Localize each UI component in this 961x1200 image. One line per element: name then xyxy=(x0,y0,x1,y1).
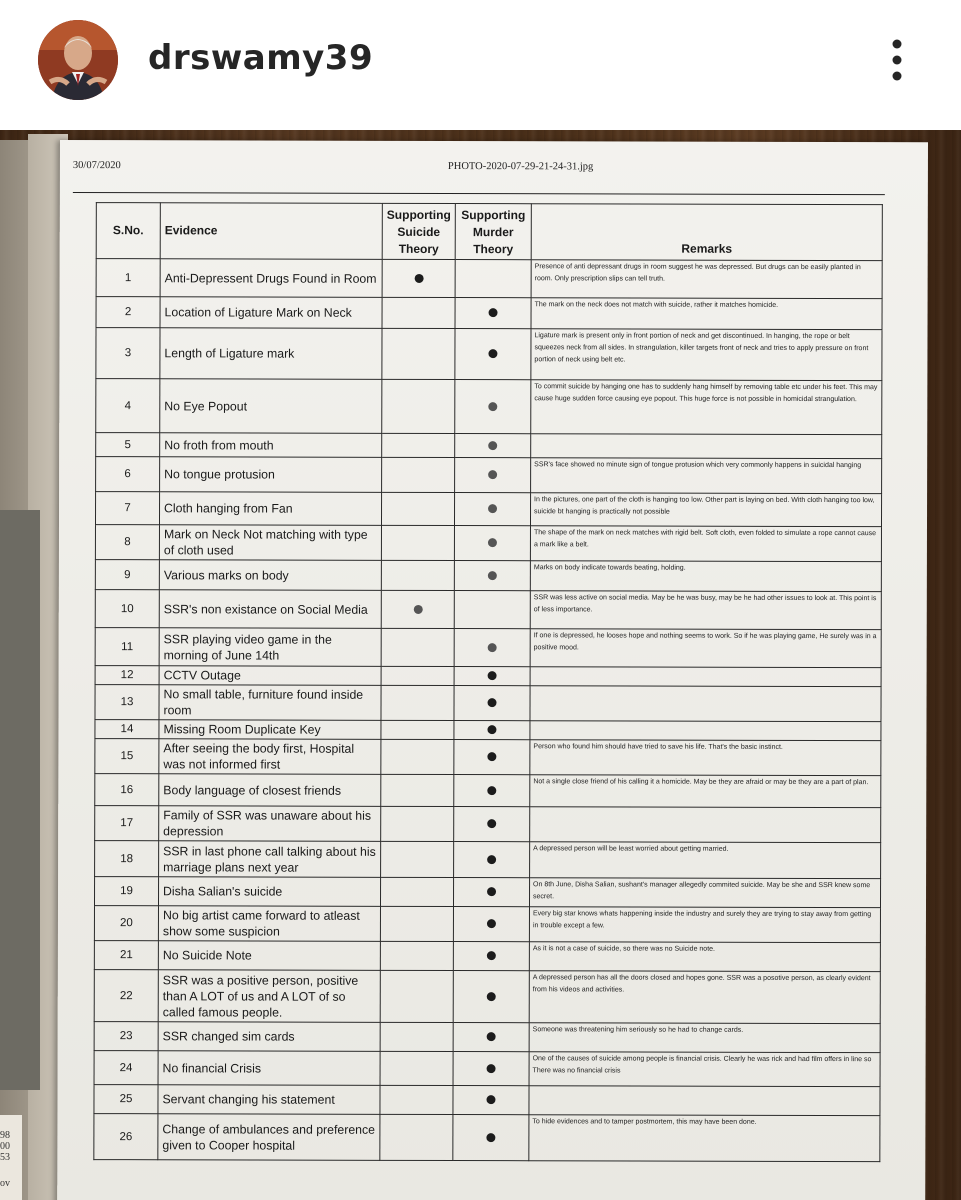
table-row xyxy=(96,379,882,435)
suicide-theory-cell xyxy=(382,259,455,297)
table-row xyxy=(95,492,881,527)
table-row xyxy=(95,590,881,630)
evidence-cell: SSR's non existance on Social Media xyxy=(159,590,381,629)
evidence-cell: SSR changed sim cards xyxy=(158,1022,380,1052)
bullet-mark-icon xyxy=(487,1032,496,1041)
suicide-theory-cell xyxy=(381,590,454,628)
suicide-theory-cell xyxy=(381,739,454,774)
profile-avatar[interactable] xyxy=(38,20,118,100)
evidence-cell: Location of Ligature Mark on Neck xyxy=(160,297,382,329)
table-row xyxy=(95,666,881,687)
evidence-cell: Various marks on body xyxy=(159,560,381,591)
murder-theory-cell xyxy=(454,721,530,740)
print-date: 30/07/2020 xyxy=(72,160,121,172)
suicide-theory-cell xyxy=(381,806,454,841)
evidence-cell: Servant changing his statement xyxy=(158,1085,380,1115)
remark-cell: Presence of anti depressant drugs in room suggest he was depressed. But drugs can be easily planted in room. Only prescription slips can tell truth. xyxy=(531,260,882,299)
post-photo[interactable] xyxy=(0,130,961,1200)
suicide-theory-cell xyxy=(381,666,454,685)
row-number: 20 xyxy=(94,906,158,941)
table-row xyxy=(96,297,882,330)
margin-number: 98 xyxy=(0,1130,10,1141)
row-number: 16 xyxy=(95,774,159,806)
table-row xyxy=(96,328,882,381)
row-number: 22 xyxy=(94,970,158,1022)
table-row xyxy=(94,1085,880,1116)
remark-cell: The shape of the mark on neck matches with rigid belt. Soft cloth, even folded to simulate a rope cannot cause a mark like a belt. xyxy=(530,526,881,562)
suicide-theory-cell xyxy=(381,525,454,560)
post-username[interactable]: drswamy39 xyxy=(148,38,374,78)
suicide-theory-cell xyxy=(381,492,454,525)
bullet-mark-icon xyxy=(487,1064,496,1073)
bullet-mark-icon xyxy=(487,752,496,761)
row-number: 1 xyxy=(96,259,160,297)
suicide-theory-cell xyxy=(381,720,454,739)
row-number: 19 xyxy=(94,877,158,906)
header-divider xyxy=(73,192,885,195)
remark-cell: In the pictures, one part of the cloth is hanging too low. Other part is laying on bed. With cloth hanging too low, suicide bt hanging is practically not possible xyxy=(530,493,881,527)
murder-theory-cell xyxy=(454,561,530,591)
evidence-cell: No froth from mouth xyxy=(160,433,382,458)
remark-cell: One of the causes of suicide among people is financial crisis. Clearly he was rick and had film offers in line so There was no financial crisis xyxy=(529,1052,880,1087)
murder-theory-cell xyxy=(453,971,529,1023)
remark-cell: On 8th June, Disha Salian, sushant's manager allegedly commited suicide. May be she and SSR knew some secret. xyxy=(529,878,880,908)
row-number: 2 xyxy=(96,297,160,328)
header-remarks: Remarks xyxy=(531,204,882,261)
bullet-mark-icon xyxy=(488,538,497,547)
remark-cell xyxy=(529,1086,880,1116)
murder-theory-cell xyxy=(454,807,530,842)
background-board xyxy=(0,510,40,1090)
table-row xyxy=(94,906,880,943)
evidence-cell: Cloth hanging from Fan xyxy=(159,492,381,526)
remark-cell: SSR's face showed no minute sign of tongue protusion which very commonly happens in suicidal hanging xyxy=(531,458,882,494)
suicide-theory-cell xyxy=(382,457,455,492)
remark-cell: Marks on body indicate towards beating, holding. xyxy=(530,561,881,592)
murder-theory-cell xyxy=(454,493,530,526)
table-row xyxy=(94,1022,880,1053)
evidence-cell: Change of ambulances and preference given to Cooper hospital xyxy=(158,1114,380,1161)
remark-cell: Every big star knows whats happening inside the industry and surely they are trying to stay away from getting in trouble except a few. xyxy=(529,907,880,943)
murder-theory-cell xyxy=(455,380,531,434)
evidence-cell: SSR playing video game in the morning of June 14th xyxy=(159,628,381,667)
remark-cell: If one is depressed, he looses hope and nothing seems to work. So if he was playing game, He surely was in a positive mood. xyxy=(530,629,881,668)
murder-theory-cell xyxy=(455,298,531,329)
suicide-theory-cell xyxy=(381,774,454,806)
suicide-theory-cell xyxy=(382,297,455,328)
suicide-theory-cell xyxy=(380,877,453,906)
remark-cell xyxy=(531,434,882,459)
remark-cell: Someone was threatening him seriously so he had to change cards. xyxy=(529,1023,880,1053)
bullet-mark-icon xyxy=(487,919,496,928)
row-number: 11 xyxy=(95,628,159,666)
bullet-mark-icon xyxy=(488,643,497,652)
bullet-mark-icon xyxy=(487,887,496,896)
margin-number: 00 xyxy=(0,1141,10,1152)
table-row xyxy=(94,1051,880,1087)
suicide-theory-cell xyxy=(382,433,455,457)
bullet-mark-icon xyxy=(486,1095,495,1104)
table-row xyxy=(94,1114,880,1162)
suicide-theory-cell xyxy=(380,1051,453,1085)
table-row xyxy=(94,941,880,972)
bullet-mark-icon xyxy=(488,571,497,580)
remark-cell: SSR was less active on social media. May be he was busy, may be he had other issues to look at. This point is of less importance. xyxy=(530,591,881,630)
evidence-cell: No small table, furniture found inside room xyxy=(159,685,381,721)
table-row xyxy=(95,628,881,668)
evidence-table xyxy=(93,202,883,1162)
row-number: 9 xyxy=(95,560,159,590)
bullet-mark-icon xyxy=(486,1133,495,1142)
evidence-cell: Family of SSR was unaware about his depression xyxy=(159,806,381,842)
evidence-cell: No big artist came forward to atleast show some suspicion xyxy=(158,906,380,942)
remark-cell: A depressed person will be least worried about getting married. xyxy=(530,842,881,879)
suicide-theory-cell xyxy=(380,970,453,1022)
bullet-mark-icon xyxy=(488,698,497,707)
table-row xyxy=(96,457,882,494)
table-row xyxy=(95,841,881,879)
table-row xyxy=(94,877,880,908)
header-murder-theory: Supporting Murder Theory xyxy=(455,204,531,260)
suicide-theory-cell xyxy=(381,841,454,877)
printed-document xyxy=(57,140,928,1200)
suicide-theory-cell xyxy=(381,628,454,666)
murder-theory-cell xyxy=(453,1086,529,1115)
table-row xyxy=(95,774,881,808)
row-number: 5 xyxy=(96,433,160,457)
remark-cell xyxy=(530,686,881,722)
header-suicide-theory: Supporting Suicide Theory xyxy=(382,203,455,259)
table-row xyxy=(96,259,882,299)
header-sno: S.No. xyxy=(96,203,160,259)
murder-theory-cell xyxy=(453,942,529,971)
bullet-mark-icon xyxy=(487,992,496,1001)
row-number: 7 xyxy=(95,492,159,525)
murder-theory-cell xyxy=(453,1023,529,1052)
row-number: 10 xyxy=(95,590,159,628)
post-header xyxy=(0,0,961,130)
table-row xyxy=(96,433,882,459)
evidence-cell: Anti-Depressent Drugs Found in Room xyxy=(160,259,382,298)
margin-number: 53 xyxy=(0,1152,10,1163)
murder-theory-cell xyxy=(455,458,531,493)
murder-theory-cell xyxy=(453,1052,529,1086)
row-number: 25 xyxy=(94,1085,158,1114)
table-row xyxy=(95,685,881,722)
bullet-mark-icon xyxy=(487,786,496,795)
row-number: 13 xyxy=(95,685,159,720)
remark-cell xyxy=(530,667,881,687)
table-row xyxy=(95,525,881,562)
margin-numbers xyxy=(0,1130,22,1163)
murder-theory-cell xyxy=(454,775,530,807)
remark-cell: Person who found him should have tried to save his life. That's the basic instinct. xyxy=(530,740,881,776)
row-number: 12 xyxy=(95,666,159,685)
bullet-mark-icon xyxy=(413,604,422,613)
row-number: 24 xyxy=(94,1051,158,1085)
suicide-theory-cell xyxy=(381,560,454,590)
row-number: 6 xyxy=(96,457,160,492)
bullet-mark-icon xyxy=(488,470,497,479)
suicide-theory-cell xyxy=(382,379,455,433)
row-number: 3 xyxy=(96,328,160,379)
evidence-cell: SSR in last phone call talking about his marriage plans next year xyxy=(159,841,381,878)
murder-theory-cell xyxy=(453,907,529,942)
evidence-cell: Disha Salian's suicide xyxy=(158,877,380,907)
remark-cell: Not a single close friend of his calling it a homicide. May be they are afraid or may be they are a part of plan. xyxy=(530,775,881,808)
table-row xyxy=(94,970,880,1024)
table-row xyxy=(95,720,881,741)
remark-cell: As it is not a case of suicide, so there was no Suicide note. xyxy=(529,942,880,972)
evidence-cell: No tongue protusion xyxy=(160,457,382,493)
evidence-cell: Length of Ligature mark xyxy=(160,328,382,380)
table-row xyxy=(95,560,881,592)
bullet-mark-icon xyxy=(488,441,497,450)
evidence-cell: Body language of closest friends xyxy=(159,774,381,807)
murder-theory-cell xyxy=(454,591,530,629)
murder-theory-cell xyxy=(454,629,530,667)
evidence-cell: After seeing the body first, Hospital was not informed first xyxy=(159,739,381,775)
suicide-theory-cell xyxy=(380,1114,453,1160)
suicide-theory-cell xyxy=(381,685,454,720)
evidence-cell: CCTV Outage xyxy=(159,666,381,686)
header-evidence: Evidence xyxy=(160,203,382,260)
suicide-theory-cell xyxy=(382,328,455,379)
remark-cell: Ligature mark is present only in front portion of neck and get discontinued. In hanging, the rope or belt squeezes neck from all sides. In strangulation, killer targets front of neck and tries to apply pressure on front portion of neck using belt etc. xyxy=(531,329,882,381)
print-filename: PHOTO-2020-07-29-21-24-31.jpg xyxy=(447,161,594,173)
row-number: 14 xyxy=(95,720,159,739)
bullet-mark-icon xyxy=(487,951,496,960)
row-number: 23 xyxy=(94,1022,158,1051)
row-number: 17 xyxy=(95,806,159,841)
murder-theory-cell xyxy=(455,260,531,298)
row-number: 18 xyxy=(95,841,159,877)
evidence-cell: No Eye Popout xyxy=(160,379,382,434)
bullet-mark-icon xyxy=(488,402,497,411)
bullet-mark-icon xyxy=(489,308,498,317)
murder-theory-cell xyxy=(454,686,530,721)
table-body xyxy=(94,259,882,1162)
murder-theory-cell xyxy=(455,329,531,380)
profile-photo-icon xyxy=(38,20,118,100)
suicide-theory-cell xyxy=(380,941,453,970)
remark-cell xyxy=(530,807,881,843)
murder-theory-cell xyxy=(453,1115,529,1161)
evidence-cell: No Suicide Note xyxy=(158,941,380,971)
murder-theory-cell xyxy=(453,878,529,907)
murder-theory-cell xyxy=(454,526,530,561)
bullet-mark-icon xyxy=(488,349,497,358)
remark-cell: To hide evidences and to tamper postmortem, this may have been done. xyxy=(529,1115,880,1162)
row-number: 15 xyxy=(95,739,159,774)
bullet-mark-icon xyxy=(488,504,497,513)
suicide-theory-cell xyxy=(380,1085,453,1114)
row-number: 8 xyxy=(95,525,159,560)
remark-cell xyxy=(530,721,881,741)
margin-fragment: ov xyxy=(0,1178,10,1189)
row-number: 21 xyxy=(94,941,158,970)
murder-theory-cell xyxy=(454,740,530,775)
table-row xyxy=(95,806,881,843)
bullet-mark-icon xyxy=(488,671,497,680)
evidence-cell: SSR was a positive person, positive than A LOT of us and A LOT of so called famous people. xyxy=(158,970,380,1023)
bullet-mark-icon xyxy=(487,725,496,734)
murder-theory-cell xyxy=(454,667,530,686)
suicide-theory-cell xyxy=(380,1022,453,1051)
murder-theory-cell xyxy=(455,434,531,458)
remark-cell: A depressed person has all the doors closed and hopes gone. SSR was a posotive person, as clearly evident from his videos and activities. xyxy=(529,971,880,1024)
table-header-row xyxy=(96,203,882,261)
more-options-icon xyxy=(880,38,914,82)
bullet-mark-icon xyxy=(487,819,496,828)
bullet-mark-icon xyxy=(414,273,423,282)
suicide-theory-cell xyxy=(380,906,453,941)
remark-cell: To commit suicide by hanging one has to suddenly hang himself by removing table etc under his feet. This may cause huge sudden force causing eye popout. This huge force is not possible in homicidal strangulation. xyxy=(531,380,882,435)
murder-theory-cell xyxy=(454,842,530,878)
row-number: 26 xyxy=(94,1114,158,1160)
bullet-mark-icon xyxy=(487,855,496,864)
evidence-cell: Mark on Neck Not matching with type of cloth used xyxy=(159,525,381,561)
evidence-cell: Missing Room Duplicate Key xyxy=(159,720,381,740)
evidence-cell: No financial Crisis xyxy=(158,1051,380,1086)
row-number: 4 xyxy=(96,379,160,433)
table-row xyxy=(95,739,881,776)
remark-cell: The mark on the neck does not match with suicide, rather it matches homicide. xyxy=(531,298,882,330)
more-options-button[interactable] xyxy=(880,38,914,82)
